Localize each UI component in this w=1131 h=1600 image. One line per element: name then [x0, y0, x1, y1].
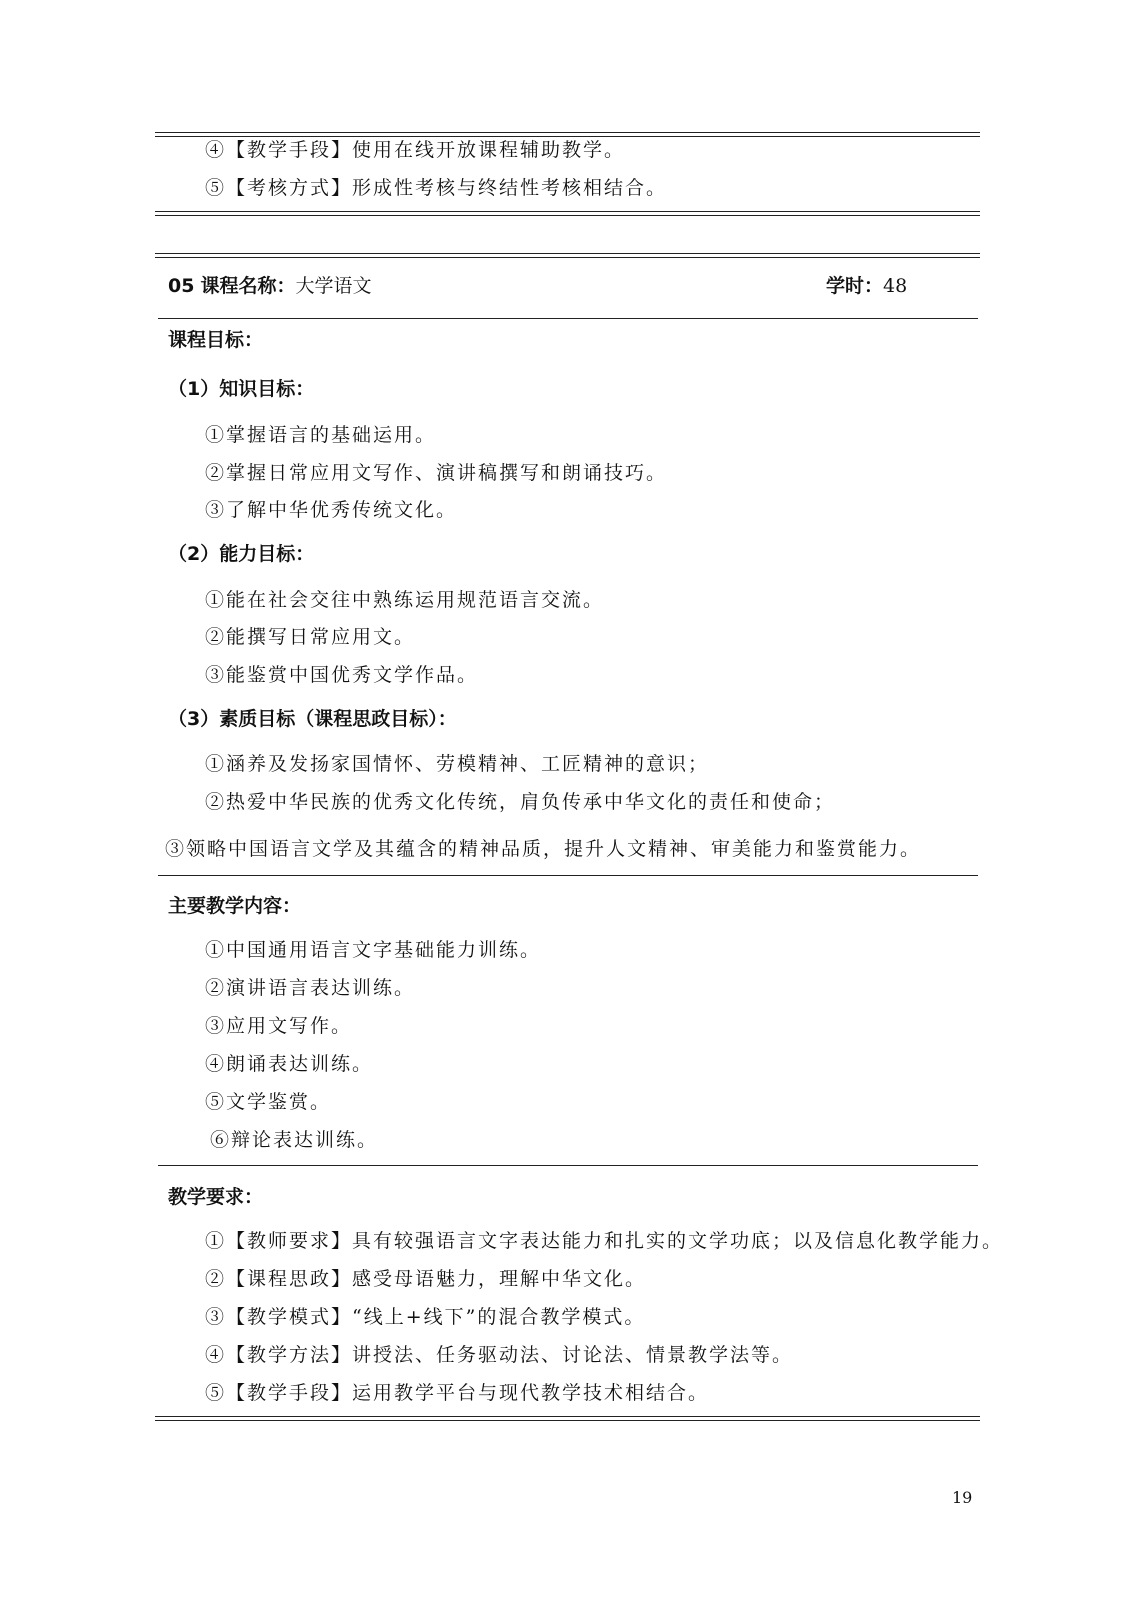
knowledge-item: ②掌握日常应用文写作、演讲稿撰写和朗诵技巧。	[205, 462, 668, 484]
requirements-title: 教学要求：	[168, 1186, 264, 1208]
row-divider	[158, 875, 978, 876]
ability-item: ②能撰写日常应用文。	[205, 626, 416, 648]
requirement-item: ②【课程思政】感受母语魅力，理解中华文化。	[205, 1268, 647, 1290]
ability-item: ③能鉴赏中国优秀文学作品。	[205, 664, 479, 686]
course-number: 05	[168, 275, 195, 297]
requirement-item: ③【教学模式】“线上+线下”的混合教学模式。	[205, 1306, 646, 1328]
course-name-label: 课程名称：	[200, 275, 296, 297]
content-item: ④朗诵表达训练。	[205, 1053, 374, 1075]
requirement-item: ①【教师要求】具有较强语言文字表达能力和扎实的文学功底；以及信息化教学能力。	[205, 1230, 1004, 1252]
quality-item: ③领略中国语言文学及其蕴含的精神品质，提升人文精神、审美能力和鉴赏能力。	[165, 838, 922, 860]
quality-item: ②热爱中华民族的优秀文化传统，肩负传承中华文化的责任和使命；	[205, 791, 836, 813]
course-name: 大学语文	[295, 275, 372, 297]
course-hours	[826, 273, 907, 299]
content-item: ⑤文学鉴赏。	[205, 1091, 332, 1113]
page-number: 19	[952, 1488, 973, 1507]
requirement-item: ⑤【教学手段】运用教学平台与现代教学技术相结合。	[205, 1382, 710, 1404]
ability-title: （2）能力目标：	[168, 543, 315, 565]
row-divider	[158, 1165, 978, 1166]
content-item: ②演讲语言表达训练。	[205, 977, 416, 999]
objectives-title: 课程目标：	[168, 329, 264, 351]
table-bottom-rule	[155, 211, 980, 216]
ability-item: ①能在社会交往中熟练运用规范语言交流。	[205, 589, 605, 611]
prev-item: ⑤【考核方式】形成性考核与终结性考核相结合。	[205, 177, 668, 199]
requirement-item: ④【教学方法】讲授法、任务驱动法、讨论法、情景教学法等。	[205, 1344, 794, 1366]
course-bottom-rule	[155, 1416, 980, 1421]
row-divider	[158, 318, 978, 319]
hours-label: 学时：	[826, 275, 884, 297]
course-top-rule	[155, 253, 980, 258]
content-item: ⑥辩论表达训练。	[210, 1129, 379, 1151]
hours-value: 48	[883, 275, 908, 297]
course-title-row	[168, 273, 372, 299]
quality-title: （3）素质目标（课程思政目标）：	[168, 708, 457, 730]
content-item: ①中国通用语言文字基础能力训练。	[205, 939, 542, 961]
prev-item: ④【教学手段】使用在线开放课程辅助教学。	[205, 139, 626, 161]
knowledge-item: ③了解中华优秀传统文化。	[205, 499, 458, 521]
knowledge-item: ①掌握语言的基础运用。	[205, 424, 437, 446]
knowledge-title: （1）知识目标：	[168, 378, 315, 400]
quality-item: ①涵养及发扬家国情怀、劳模精神、工匠精神的意识；	[205, 753, 710, 775]
content-item: ③应用文写作。	[205, 1015, 353, 1037]
content-title: 主要教学内容：	[168, 895, 302, 917]
